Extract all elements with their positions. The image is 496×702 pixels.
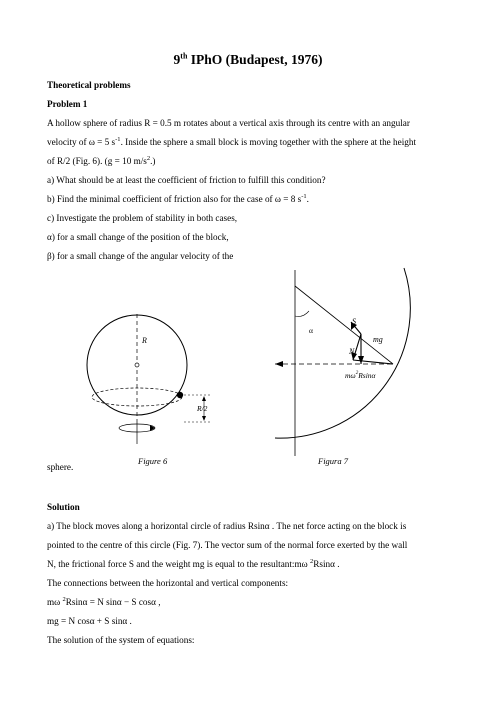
question-beta: β) for a small change of the angular velocity of the (47, 251, 234, 261)
equation-2: mg = N cosα + S sinα . (47, 616, 132, 626)
page-title (0, 52, 496, 68)
solution-line-4: The connections between the horizontal and vertical components: (47, 578, 289, 588)
solution-line-3: N, the frictional force S and the weight mg is equal to the resultant:mω $^2$Rsinα . (47, 557, 340, 569)
solution-line-5: The solution of the system of equations: (47, 635, 195, 645)
solution-line-2: pointed to the centre of this circle (Fig. 7). The vector sum of the normal force exerted by the wall (47, 540, 408, 550)
figure-7-caption: Figura 7 (318, 456, 348, 466)
fig6-label-R: R (142, 336, 147, 345)
figure-7-diagram (265, 268, 415, 458)
title-ordinal: th (180, 51, 188, 61)
problem-line-2: velocity of ω = 5 $s^{-1}$. Inside the sphere a small block is moving together with the sphere at the height (47, 135, 417, 147)
question-a: a) What should be at least the coefficient of friction to fulfill this condition? (47, 175, 326, 185)
question-alpha: α) for a small change of the position of the block, (47, 232, 229, 242)
fig7-label-force: $m\omega^2Rsin\alpha$ (345, 371, 376, 380)
fig7-label-alpha: α (309, 326, 313, 335)
fig7-label-mg: mg (373, 335, 383, 344)
solution-heading: Solution (47, 502, 80, 512)
problem-line-3: of R/2 (Fig. 6). (g = 10 $m/s^2$.) (47, 154, 156, 166)
question-c: c) Investigate the problem of stability in both cases, (47, 213, 238, 223)
figure-6-caption: Figure 6 (138, 456, 168, 466)
problem-line-sphere: sphere. (47, 462, 74, 472)
fig7-label-N: N (349, 347, 355, 356)
fig6-label-R2: R/2 (197, 404, 208, 413)
figure-6-diagram (80, 312, 230, 457)
solution-line-1: a) The block moves along a horizontal circle of radius Rsinα . The net force acting on the block is (47, 521, 407, 531)
problem-heading: Problem 1 (47, 99, 88, 109)
section-heading: Theoretical problems (47, 80, 131, 90)
equation-1: mω $^2$Rsinα = N sinα − S cosα , (47, 595, 161, 607)
title-text: IPhO (Budapest, 1976) (187, 52, 323, 67)
fig7-label-S: S (352, 317, 356, 326)
question-b: b) Find the minimal coefficient of friction also for the case of ω = 8 $s^{-1}$. (47, 192, 309, 204)
problem-line-1: A hollow sphere of radius R = 0.5 m rotates about a vertical axis through its centre with an angular (47, 118, 410, 128)
title-number: 9 (173, 52, 181, 67)
